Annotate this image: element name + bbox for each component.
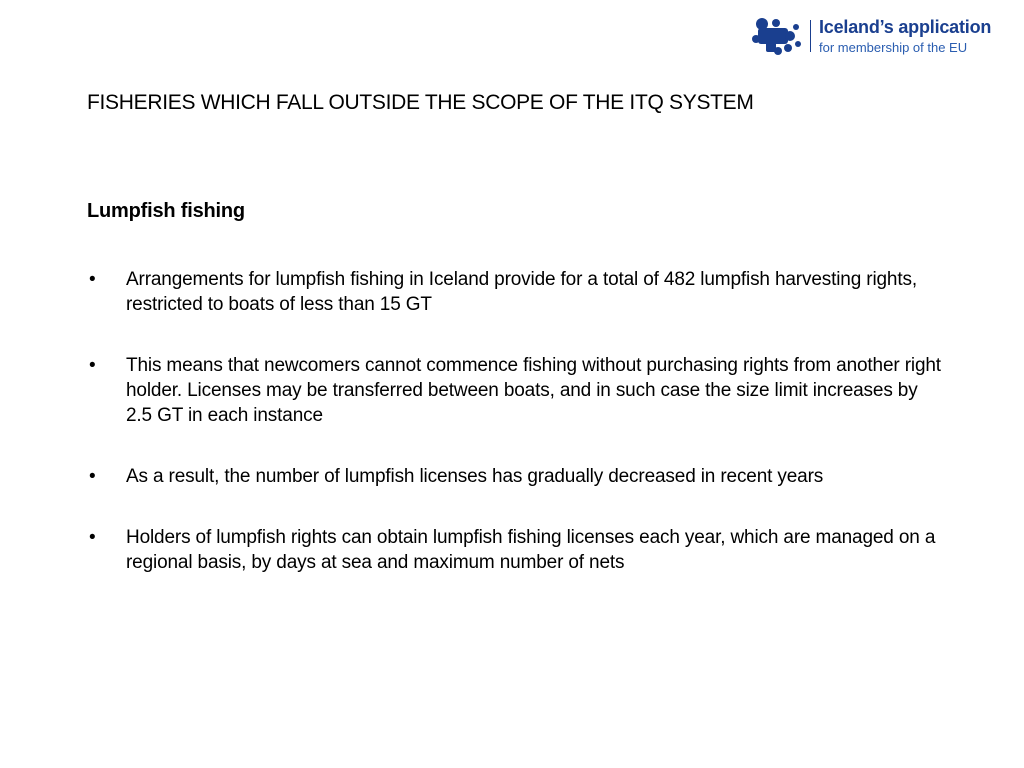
logo-divider bbox=[810, 20, 811, 52]
iceland-eu-application-logo bbox=[752, 14, 1004, 58]
logo-title: Iceland’s application bbox=[819, 17, 992, 37]
section-heading: Lumpfish fishing bbox=[87, 200, 245, 222]
bullet-text: As a result, the number of lumpfish licenses has gradually decreased in recent years bbox=[126, 466, 824, 487]
slide-title: FISHERIES WHICH FALL OUTSIDE THE SCOPE OF THE ITQ SYSTEM bbox=[87, 91, 754, 114]
bullet-marker: • bbox=[89, 355, 96, 376]
bullet-marker: • bbox=[89, 269, 96, 290]
bullet-text: This means that newcomers cannot commence fishing without purchasing rights from another right holder. Licenses may be transferred between boats, and in such case the size limit increases by 2.5 GT in each instance bbox=[126, 355, 941, 426]
iceland-puzzle-logo-icon bbox=[752, 14, 804, 58]
bullet-item bbox=[87, 525, 947, 575]
bullet-item bbox=[87, 267, 947, 317]
bullet-marker: • bbox=[89, 527, 96, 548]
bullet-list bbox=[87, 267, 947, 611]
bullet-marker: • bbox=[89, 466, 96, 487]
bullet-text: Arrangements for lumpfish fishing in Iceland provide for a total of 482 lumpfish harvesting rights, restricted to boats of less than 15 GT bbox=[126, 269, 917, 315]
logo-subtitle: for membership of the EU bbox=[819, 40, 968, 55]
bullet-text: Holders of lumpfish rights can obtain lumpfish fishing licenses each year, which are managed on a regional basis, by days at sea and maximum number of nets bbox=[126, 527, 936, 573]
bullet-item bbox=[87, 353, 947, 428]
bullet-item bbox=[87, 464, 947, 489]
